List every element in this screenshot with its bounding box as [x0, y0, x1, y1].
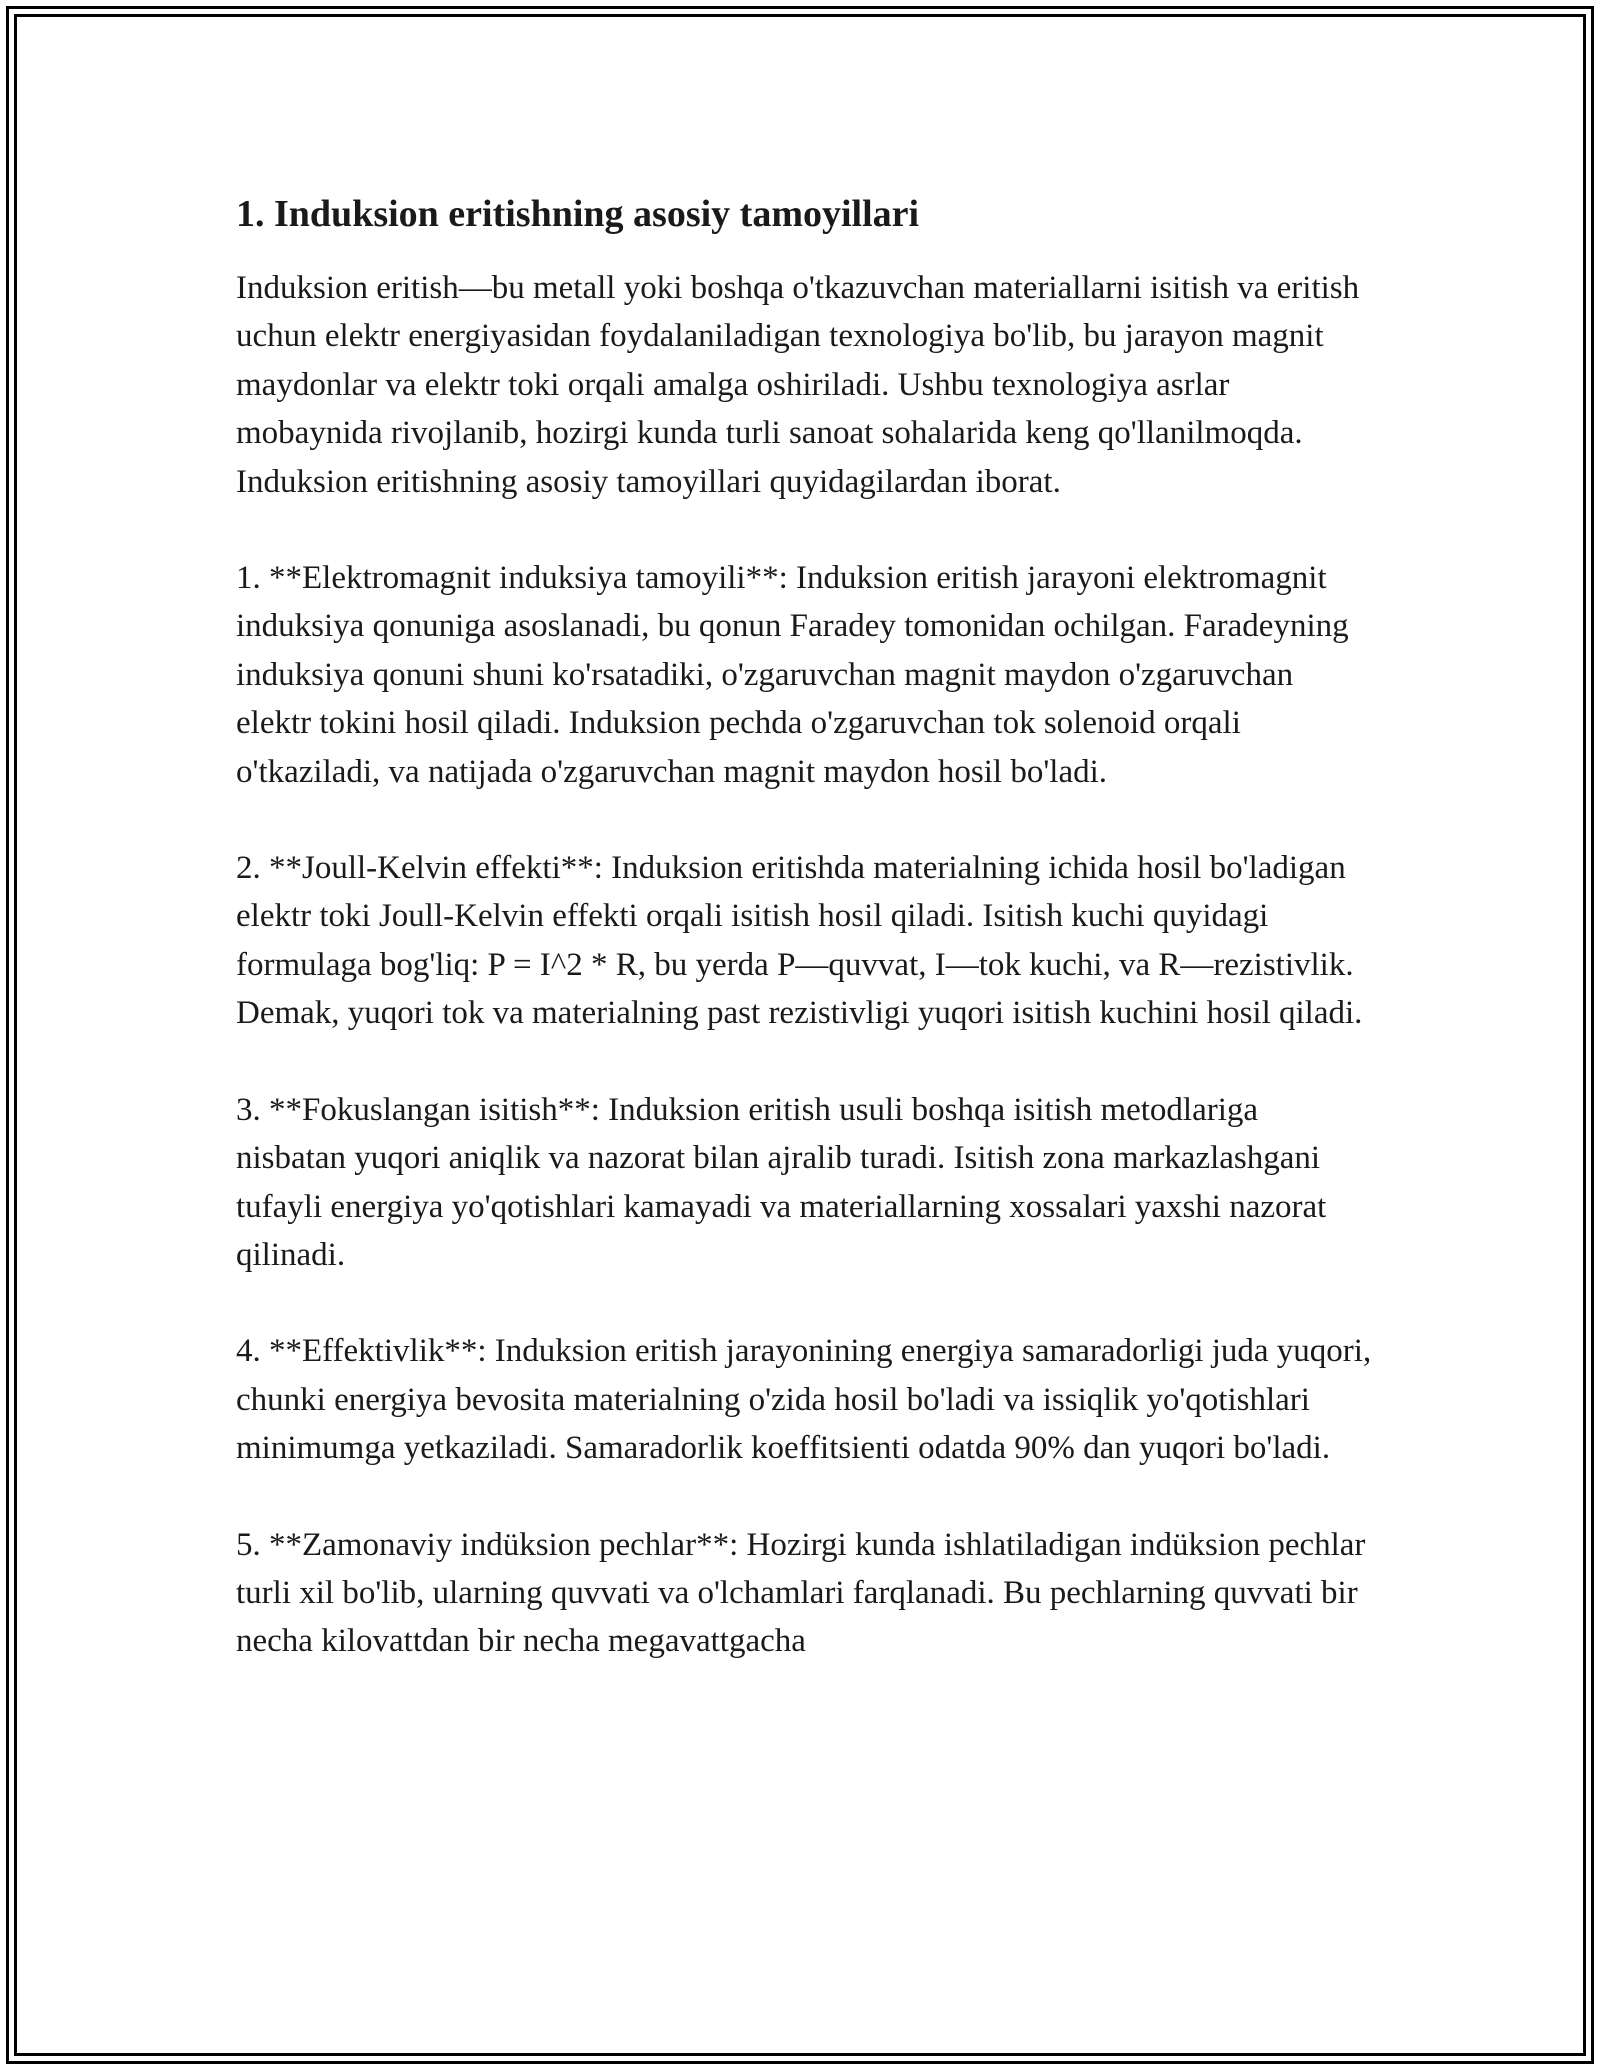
section-heading: 1. Induksion eritishning asosiy tamoyillari [236, 193, 920, 235]
paragraph-efficiency: 4. **Effektivlik**: Induksion eritish jarayonining energiya samaradorligi juda yuqori, chunki energiya bevosita materialning o'zida hosil bo'ladi va issiqlik yo'qotishlari minimumga yetkaziladi. Samaradorlik koeffitsienti odatda 90% dan yuqori bo'ladi. [236, 1333, 1372, 1467]
document-body [236, 186, 1376, 1714]
paragraph-modern-furnaces: 5. **Zamonaviy indüksion pechlar**: Hozirgi kunda ishlatiladigan indüksion pechlar turli xil bo'lib, ularning quvvati va o'lchamlari farqlanadi. Bu pechlarning quvvati bir necha kilovattdan bir necha megavattgacha [236, 1526, 1366, 1660]
paragraph-electromagnetic-induction: 1. **Elektromagnit induksiya tamoyili**: Induksion eritish jarayoni elektromagnit induksiya qonuniga asoslanadi, bu qonun Faradey tomonidan ochilgan. Faradeyning induksiya qonuni shuni ko'rsatadiki, o'zgaruvchan magnit maydon o'zgaruvchan elektr tokini hosil qiladi. Induksion pechda o'zgaruvchan tok solenoid orqali o'tkaziladi, va natijada o'zgaruvchan magnit maydon hosil bo'ladi. [236, 560, 1349, 790]
intro-paragraph: Induksion eritish—bu metall yoki boshqa o'tkazuvchan materiallarni isitish va eritish uchun elektr energiyasidan foydalaniladigan texnologiya bo'lib, bu jarayon magnit maydonlar va elektr toki orqali amalga oshiriladi. Ushbu texnologiya asrlar mobaynida rivojlanib, hozirgi kunda turli sanoat sohalarida keng qo'llanilmoqda. Induksion eritishning asosiy tamoyillari quyidagilardan iborat. [236, 270, 1360, 500]
paragraph-focused-heating: 3. **Fokuslangan isitish**: Induksion eritish usuli boshqa isitish metodlariga nisbatan yuqori aniqlik va nazorat bilan ajralib turadi. Isitish zona markazlashgani tufayli energiya yo'qotishlari kamayadi va materiallarning xossalari yaxshi nazorat qilinadi. [236, 1091, 1327, 1273]
paragraph-joule-kelvin-effect: 2. **Joull-Kelvin effekti**: Induksion eritishda materialning ichida hosil bo'ladigan elektr toki Joull-Kelvin effekti orqali isitish hosil qiladi. Isitish kuchi quyidagi formulaga bog'liq: P = I^2 * R, bu yerda P—quvvat, I—tok kuchi, va R—rezistivlik. Demak, yuqori tok va materialning past rezistivligi yuqori isitish kuchini hosil qiladi. [236, 850, 1363, 1032]
